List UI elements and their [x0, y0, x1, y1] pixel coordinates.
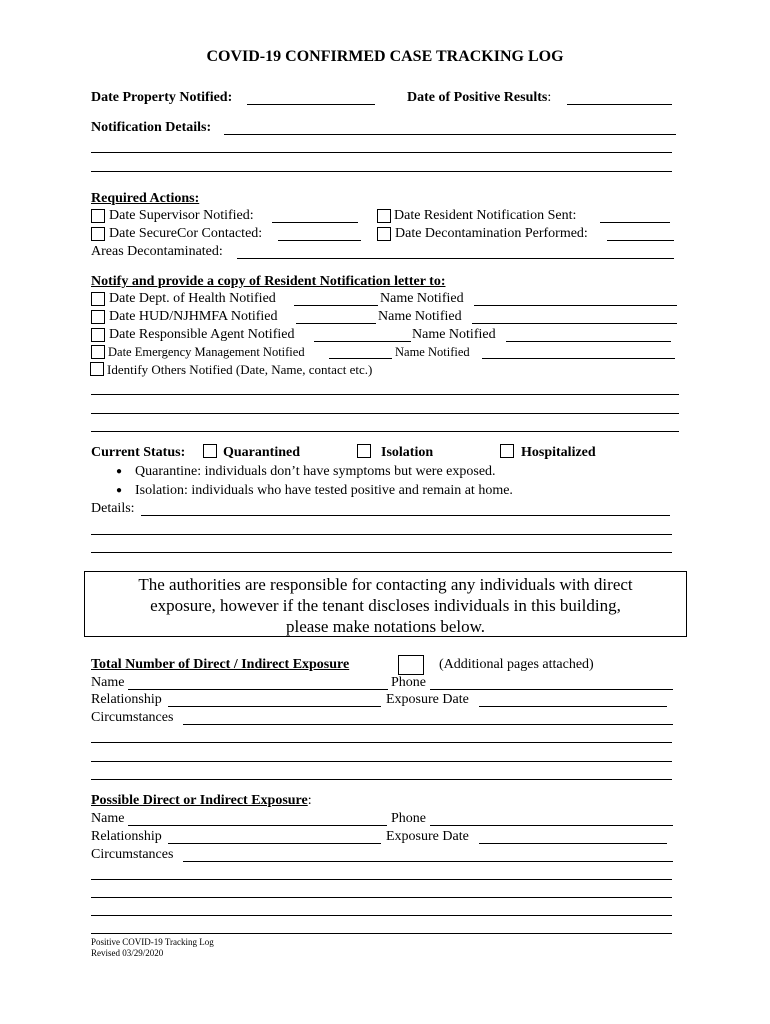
- securecor-date-field[interactable]: [278, 240, 361, 241]
- doh-name-field[interactable]: [474, 305, 677, 306]
- possible-exposure-colon: :: [307, 793, 312, 808]
- hospitalized-label: Hospitalized: [521, 445, 596, 460]
- total-relationship-label: Relationship: [91, 692, 162, 707]
- emergency-label: Date Emergency Management Notified: [108, 345, 305, 359]
- possible-exposure-date-field[interactable]: [479, 843, 667, 844]
- others-checkbox[interactable]: [90, 362, 104, 376]
- possible-circumstances-line-4[interactable]: [91, 915, 672, 916]
- hud-date-field[interactable]: [296, 323, 376, 324]
- doh-name-label: Name Notified: [380, 291, 464, 306]
- details-label: Details:: [91, 501, 135, 516]
- resident-sent-label: Date Resident Notification Sent:: [394, 208, 577, 223]
- possible-relationship-label: Relationship: [91, 829, 162, 844]
- total-exposure-date-label: Exposure Date: [386, 692, 469, 707]
- resident-sent-date-field[interactable]: [600, 222, 670, 223]
- notice-line-3: please make notations below.: [285, 617, 486, 636]
- required-actions-heading: Required Actions:: [91, 191, 200, 206]
- agent-name-field[interactable]: [506, 341, 671, 342]
- possible-circumstances-field[interactable]: [183, 861, 673, 862]
- quarantine-definition: Quarantine: individuals don’t have symptoms but were exposed.: [135, 464, 496, 479]
- others-line-1[interactable]: [91, 394, 679, 395]
- isolation-definition: Isolation: individuals who have tested positive and remain at home.: [135, 483, 513, 498]
- details-line-3[interactable]: [91, 552, 672, 553]
- possible-name-field[interactable]: [128, 825, 387, 826]
- supervisor-date-field[interactable]: [272, 222, 358, 223]
- current-status-label: Current Status:: [91, 445, 186, 460]
- isolation-label: Isolation: [381, 445, 434, 460]
- quarantined-label: Quarantined: [223, 445, 301, 460]
- hospitalized-checkbox[interactable]: [500, 444, 514, 458]
- possible-circumstances-label: Circumstances: [91, 847, 174, 862]
- quarantined-checkbox[interactable]: [203, 444, 217, 458]
- emergency-date-field[interactable]: [329, 358, 392, 359]
- areas-decontaminated-field[interactable]: [237, 258, 674, 259]
- hud-label: Date HUD/NJHMFA Notified: [109, 309, 278, 324]
- notice-line-2: exposure, however if the tenant discloses individuals in this building,: [150, 596, 621, 615]
- notification-details-line-2[interactable]: [91, 152, 672, 153]
- hud-name-label: Name Notified: [378, 309, 462, 324]
- date-property-notified-label: Date Property Notified:: [91, 90, 233, 105]
- possible-phone-label: Phone: [391, 811, 426, 826]
- notice-line-1: The authorities are responsible for contacting any individuals with direct: [138, 575, 633, 594]
- total-name-field[interactable]: [128, 689, 388, 690]
- total-circumstances-line-4[interactable]: [91, 779, 672, 780]
- possible-circumstances-line-5[interactable]: [91, 933, 672, 934]
- authorities-notice-box: [84, 571, 687, 637]
- agent-date-field[interactable]: [314, 341, 411, 342]
- footer-title: Positive COVID-19 Tracking Log: [91, 937, 214, 947]
- possible-relationship-field[interactable]: [168, 843, 381, 844]
- possible-name-label: Name: [91, 811, 125, 826]
- notification-details-field[interactable]: [224, 134, 676, 135]
- decontamination-checkbox[interactable]: [377, 227, 391, 241]
- total-phone-field[interactable]: [430, 689, 673, 690]
- agent-checkbox[interactable]: [91, 328, 105, 342]
- decontamination-label: Date Decontamination Performed:: [395, 226, 588, 241]
- decontamination-date-field[interactable]: [607, 240, 674, 241]
- notify-heading: Notify and provide a copy of Resident Notification letter to:: [91, 274, 446, 289]
- possible-exposure-date-label: Exposure Date: [386, 829, 469, 844]
- total-name-label: Name: [91, 675, 125, 690]
- details-field[interactable]: [141, 515, 670, 516]
- details-line-2[interactable]: [91, 534, 672, 535]
- notification-details-line-3[interactable]: [91, 171, 672, 172]
- bullet-dot: ●: [116, 485, 123, 496]
- isolation-checkbox[interactable]: [357, 444, 371, 458]
- total-phone-label: Phone: [391, 675, 426, 690]
- bullet-dot: ●: [116, 466, 123, 477]
- total-circumstances-field[interactable]: [183, 724, 673, 725]
- areas-decontaminated-label: Areas Decontaminated:: [91, 244, 223, 259]
- footer-revision: Revised 03/29/2020: [91, 948, 164, 958]
- others-label: Identify Others Notified (Date, Name, contact etc.): [107, 362, 373, 377]
- total-exposure-date-field[interactable]: [479, 706, 667, 707]
- total-exposure-count-box[interactable]: [398, 655, 424, 675]
- agent-name-label: Name Notified: [412, 327, 496, 342]
- possible-phone-field[interactable]: [430, 825, 673, 826]
- agent-label: Date Responsible Agent Notified: [109, 327, 295, 342]
- securecor-label: Date SecureCor Contacted:: [109, 226, 263, 241]
- supervisor-label: Date Supervisor Notified:: [109, 208, 254, 223]
- hud-name-field[interactable]: [472, 323, 677, 324]
- possible-circumstances-line-2[interactable]: [91, 879, 672, 880]
- date-positive-results-label: Date of Positive Results: [407, 90, 548, 105]
- date-positive-results-field[interactable]: [567, 104, 672, 105]
- doh-label: Date Dept. of Health Notified: [109, 291, 276, 306]
- resident-sent-checkbox[interactable]: [377, 209, 391, 223]
- page-title: COVID-19 CONFIRMED CASE TRACKING LOG: [206, 48, 564, 65]
- doh-date-field[interactable]: [294, 305, 378, 306]
- total-circumstances-line-2[interactable]: [91, 742, 672, 743]
- emergency-name-field[interactable]: [482, 358, 675, 359]
- others-line-3[interactable]: [91, 431, 679, 432]
- possible-exposure-heading: Possible Direct or Indirect Exposure: [91, 793, 308, 808]
- others-line-2[interactable]: [91, 413, 679, 414]
- additional-pages-label: (Additional pages attached): [439, 657, 594, 672]
- total-exposure-heading: Total Number of Direct / Indirect Exposure: [91, 657, 350, 672]
- date-property-notified-field[interactable]: [247, 104, 375, 105]
- emergency-name-label: Name Notified: [395, 345, 470, 359]
- total-circumstances-line-3[interactable]: [91, 761, 672, 762]
- hud-checkbox[interactable]: [91, 310, 105, 324]
- emergency-checkbox[interactable]: [91, 345, 105, 359]
- doh-checkbox[interactable]: [91, 292, 105, 306]
- date-positive-results-colon: :: [547, 90, 552, 105]
- notification-details-label: Notification Details:: [91, 120, 212, 135]
- securecor-checkbox[interactable]: [91, 227, 105, 241]
- possible-circumstances-line-3[interactable]: [91, 897, 672, 898]
- supervisor-checkbox[interactable]: [91, 209, 105, 223]
- total-relationship-field[interactable]: [168, 706, 381, 707]
- total-circumstances-label: Circumstances: [91, 710, 174, 725]
